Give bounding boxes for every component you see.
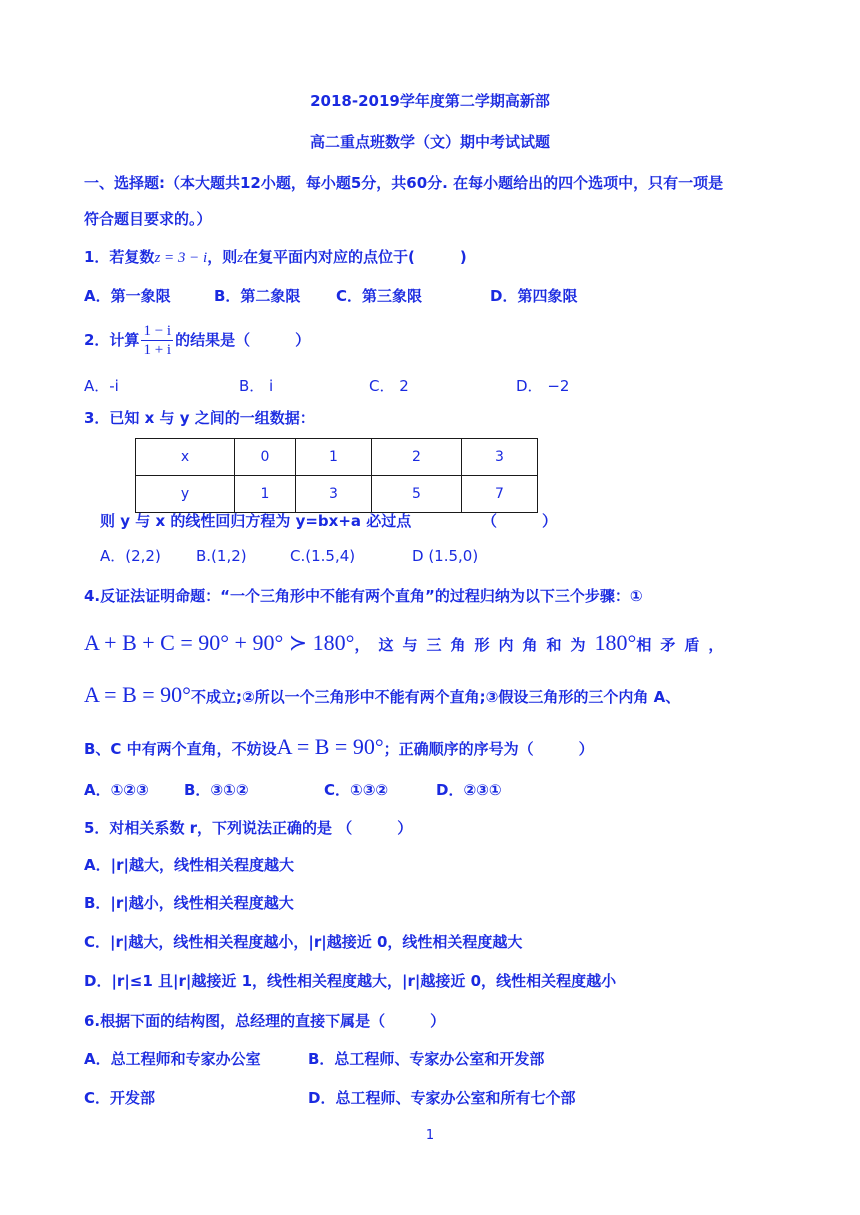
- table-cell: 1: [235, 476, 296, 513]
- question-6: 6.根据下面的结构图，总经理的直接下属是（ ）: [84, 1012, 446, 1030]
- q2-text-b: 的结果是（ ）: [175, 331, 311, 349]
- q4-math-180: 180°: [594, 630, 637, 655]
- q2-numerator: 1 − i: [143, 323, 172, 339]
- q4-line4-b: ；正确顺序的序号为（ ）: [383, 740, 594, 758]
- table-cell: 5: [372, 476, 462, 513]
- q4-option-d: D．②③①: [436, 781, 502, 799]
- q1-option-a: A．第一象限: [84, 287, 171, 305]
- q3-follow-text: 则 y 与 x 的线性回归方程为 y=bx+a 必过点: [100, 512, 412, 530]
- q1-option-c: C．第三象限: [336, 287, 423, 305]
- q2-options: [84, 375, 776, 397]
- q1-expression: z = 3 − i: [154, 250, 208, 266]
- question-5: 5．对相关系数 r，下列说法正确的是 （ ）: [84, 819, 413, 837]
- table-cell: 2: [372, 439, 462, 476]
- q6-option-d: D．总工程师、专家办公室和所有七个部: [308, 1089, 576, 1107]
- q2-option-a: A．-i: [84, 377, 119, 395]
- q2-fraction: [141, 322, 173, 359]
- question-2: [84, 319, 776, 361]
- table-cell: 0: [235, 439, 296, 476]
- q3-option-c: C.(1.5,4): [290, 547, 356, 565]
- q6-options-row2: [84, 1087, 776, 1109]
- q2-option-d: D． −2: [516, 377, 570, 395]
- page-number: 1: [425, 1128, 435, 1143]
- q4-option-a: A．①②③: [84, 781, 149, 799]
- q3-data-table: [135, 438, 538, 513]
- q4-line2-text: ，这与三角形内角和为: [354, 636, 595, 654]
- q4-line4-a: B、C 中有两个直角，不妨设: [84, 740, 277, 758]
- table-cell: 7: [462, 476, 538, 513]
- q2-text-a: 2．计算: [84, 331, 140, 349]
- table-cell: y: [136, 476, 235, 513]
- question-4-line2: [84, 628, 776, 658]
- q4-option-c: C．①③②: [324, 781, 389, 799]
- q3-option-a: A．(2,2): [100, 547, 161, 565]
- question-1: [84, 246, 776, 269]
- q4-line2-end: 相矛盾，: [636, 636, 733, 654]
- q1-options: [84, 285, 776, 307]
- section-intro-line1: 一、选择题:（本大题共12小题，每小题5分，共60分. 在每小题给出的四个选项中，只有一项是: [84, 174, 724, 192]
- q3-answer-paren: （ ）: [482, 512, 558, 530]
- table-cell: 3: [296, 476, 372, 513]
- q1-text-b: ，则: [207, 248, 238, 266]
- q3-option-b: B.(1,2): [196, 547, 247, 565]
- q5-option-c: C．|r|越大，线性相关程度越小，|r|越接近 0，线性相关程度越大: [84, 933, 523, 951]
- table-row: [136, 476, 538, 513]
- table-cell: 1: [296, 439, 372, 476]
- q4-options: [84, 779, 776, 801]
- q6-options-row1: [84, 1048, 776, 1070]
- q4-line3-text: 不成立;②所以一个三角形中不能有两个直角;③假设三角形的三个内角 A、: [190, 688, 681, 706]
- q3-options: [100, 545, 776, 567]
- q3-option-d: D (1.5,0): [412, 547, 479, 565]
- q5-option-d: D．|r|≤1 且|r|越接近 1，线性相关程度越大，|r|越接近 0，线性相关程度越小: [84, 972, 617, 990]
- q4-math-sum: A + B + C = 90° + 90° ≻ 180°: [84, 630, 355, 655]
- table-cell: x: [136, 439, 235, 476]
- q1-text-c: 在复平面内对应的点位于( ): [243, 248, 467, 266]
- q5-option-b: B．|r|越小，线性相关程度越大: [84, 894, 294, 912]
- question-3: 3．已知 x 与 y 之间的一组数据：: [84, 409, 315, 427]
- q1-option-b: B．第二象限: [214, 287, 301, 305]
- q1-variable: z: [237, 250, 244, 266]
- q2-option-b: B． i: [239, 377, 274, 395]
- exam-header-line1: 2018-2019学年度第二学期高新部: [310, 92, 550, 110]
- q4-math-assume: A = B = 90°: [276, 734, 384, 759]
- q4-math-ab90: A = B = 90°: [84, 682, 191, 707]
- q4-option-b: B．③①②: [184, 781, 249, 799]
- q2-denominator: 1 + i: [143, 342, 172, 358]
- q3-follow-line: [100, 510, 776, 532]
- question-4-line3: [84, 680, 776, 710]
- q2-option-c: C． 2: [369, 377, 409, 395]
- q6-option-c: C．开发部: [84, 1089, 156, 1107]
- q6-option-a: A．总工程师和专家办公室: [84, 1050, 261, 1068]
- exam-header-line2: 高二重点班数学（文）期中考试试题: [309, 133, 550, 151]
- question-4-line1: 4.反证法证明命题：“一个三角形中不能有两个直角”的过程归纳为以下三个步骤：①: [84, 587, 643, 605]
- q5-option-a: A．|r|越大，线性相关程度越大: [84, 856, 294, 874]
- table-row: [136, 439, 538, 476]
- section-intro-line2: 符合题目要求的。）: [84, 210, 212, 228]
- question-4-line4: [84, 732, 776, 762]
- q6-option-b: B．总工程师、专家办公室和开发部: [308, 1050, 545, 1068]
- q1-text-a: 1．若复数: [84, 248, 155, 266]
- q1-option-d: D．第四象限: [490, 287, 578, 305]
- table-cell: 3: [462, 439, 538, 476]
